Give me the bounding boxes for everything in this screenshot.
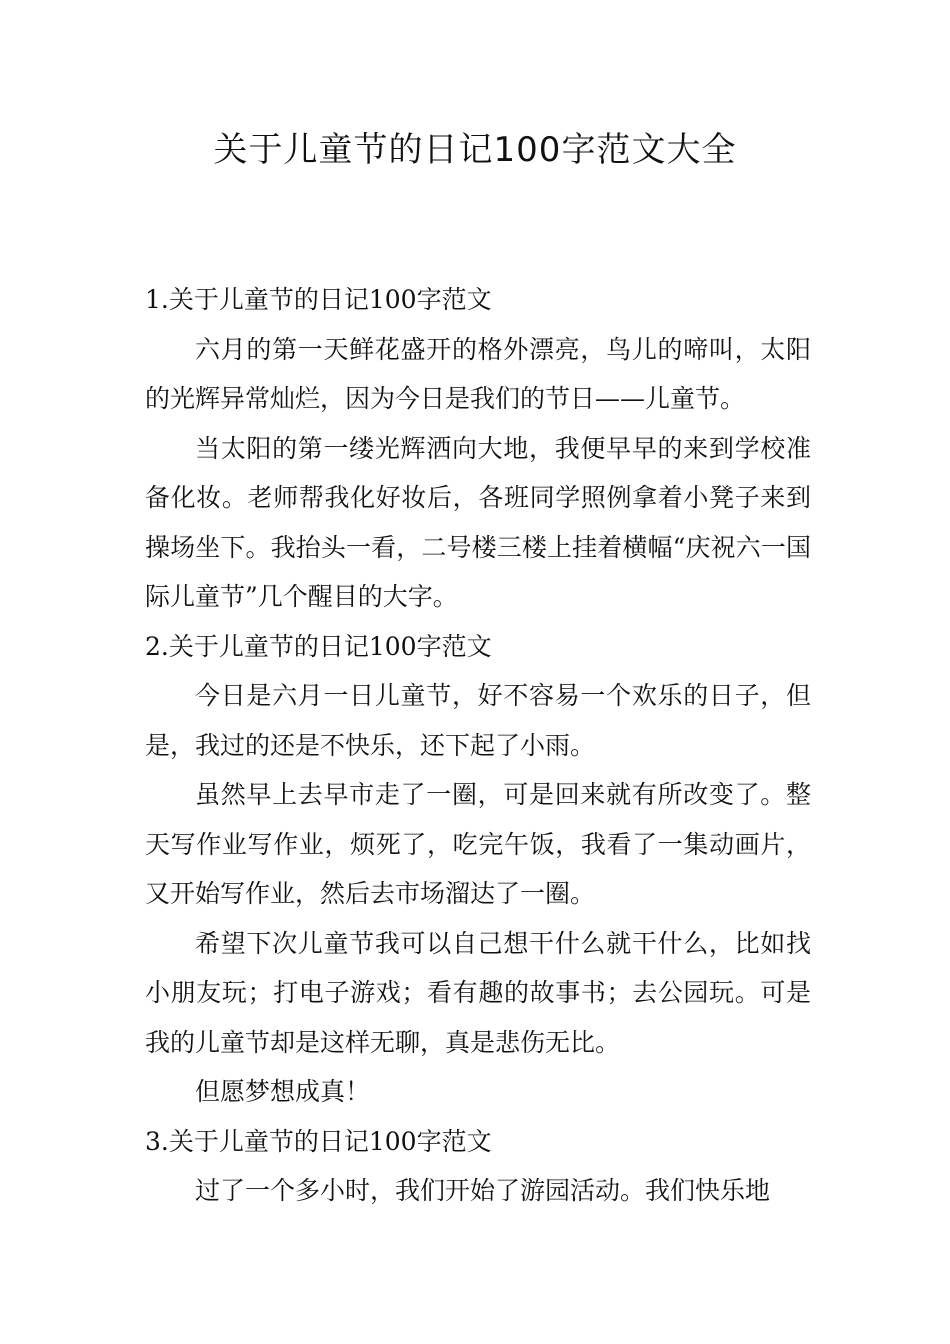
section-heading-2: 2.关于儿童节的日记100字范文 — [145, 631, 492, 661]
document-title: 关于儿童节的日记100字范文大全 — [213, 130, 737, 170]
paragraph: 虽然早上去早市走了一圈，可是回来就有所改变了。整天写作业写作业，烦死了，吃完午饭，我看了一集动画片，又开始写作业，然后去市场溜达了一圈。 — [145, 780, 811, 908]
paragraph: 今日是六月一日儿童节，好不容易一个欢乐的日子，但是，我过的还是不快乐，还下起了小雨。 — [145, 681, 811, 760]
paragraph: 六月的第一天鲜花盛开的格外漂亮，鸟儿的啼叫，太阳的光辉异常灿烂，因为今日是我们的节日——儿童节。 — [145, 334, 811, 413]
paragraph: 但愿梦想成真！ — [195, 1077, 371, 1106]
section-heading-3: 3.关于儿童节的日记100字范文 — [145, 1126, 492, 1156]
paragraph: 过了一个多小时，我们开始了游园活动。我们快乐地 — [195, 1176, 771, 1205]
document-body — [145, 275, 811, 1216]
section-heading-1: 1.关于儿童节的日记100字范文 — [145, 285, 492, 314]
paragraph: 希望下次儿童节我可以自己想干什么就干什么，比如找小朋友玩；打电子游戏；看有趣的故事书；去公园玩。可是我的儿童节却是这样无聊，真是悲伤无比。 — [145, 928, 811, 1057]
paragraph: 当太阳的第一缕光辉洒向大地，我便早早的来到学校准备化妆。老师帮我化好妆后，各班同学照例拿着小凳子来到操场坐下。我抬头一看，二号楼三楼上挂着横幅“庆祝六一国际儿童节”几个醒目的大字。 — [145, 433, 811, 611]
